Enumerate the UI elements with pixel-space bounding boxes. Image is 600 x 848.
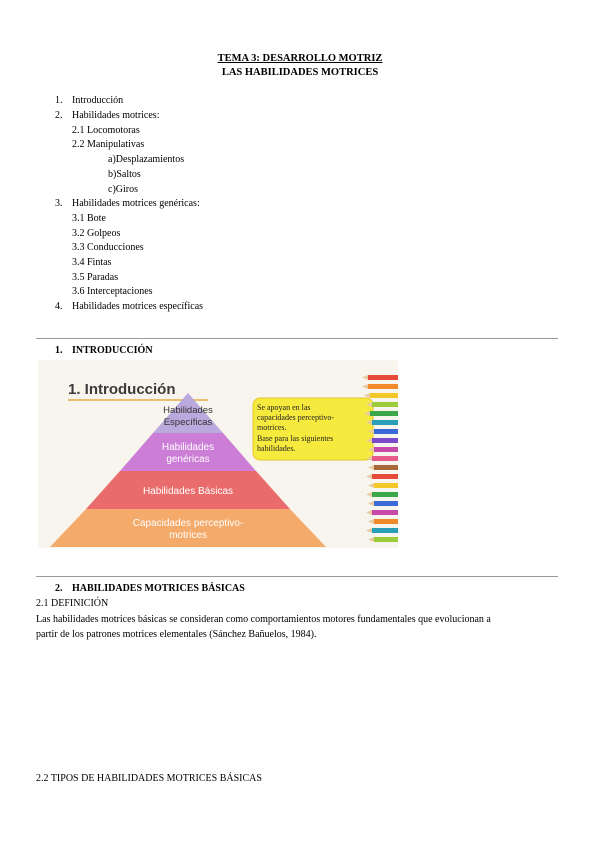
definition-paragraph-line: partir de los patrones motrices elementales (Sánchez Bañuelos, 1984). xyxy=(36,629,317,640)
toc-item-paradas: 3.5 Paradas xyxy=(72,272,119,283)
section-divider xyxy=(36,338,558,339)
figure-title: 1. Introducción xyxy=(68,381,176,398)
subsection-definicion: 2.1 DEFINICIÓN xyxy=(36,598,109,609)
note-line: habilidades. xyxy=(257,444,296,453)
toc-item-interceptaciones: 3.6 Interceptaciones xyxy=(72,286,153,297)
note-line: Se apoyan en las xyxy=(257,403,311,412)
pyramid-graphic xyxy=(38,360,398,548)
note-line: Base para las siguientes xyxy=(257,434,334,443)
toc-item-locomotoras: 2.1 Locomotoras xyxy=(72,125,140,136)
section-1-number: 1. xyxy=(55,345,63,356)
toc-number: 1. xyxy=(55,95,63,106)
document-subtitle: LAS HABILIDADES MOTRICES xyxy=(221,67,379,78)
section-2-title: HABILIDADES MOTRICES BÁSICAS xyxy=(72,583,245,594)
section-1-title: INTRODUCCIÓN xyxy=(72,345,153,356)
section-2-number: 2. xyxy=(55,583,63,594)
toc-item-saltos: b)Saltos xyxy=(108,169,141,180)
toc-item-fintas: 3.4 Fintas xyxy=(72,257,112,268)
section-divider xyxy=(36,576,558,577)
toc-item-desplazamientos: a)Desplazamientos xyxy=(108,154,185,165)
tier-label: Específicas xyxy=(163,417,213,428)
document-title: TEMA 3: DESARROLLO MOTRIZ xyxy=(217,53,383,64)
definition-paragraph-line: Las habilidades motrices básicas se consideran como comportamientos motores fundamentales que evolucionan a xyxy=(36,614,491,625)
toc-number: 2. xyxy=(55,110,63,121)
toc-item-conducciones: 3.3 Conducciones xyxy=(72,242,144,253)
toc-item-giros: c)Giros xyxy=(108,184,138,195)
subsection-tipos: 2.2 TIPOS DE HABILIDADES MOTRICES BÁSICAS xyxy=(36,773,262,784)
toc-item-genericas: Habilidades motrices genéricas: xyxy=(72,198,200,209)
pyramid-figure xyxy=(38,360,398,548)
toc-item-golpeos: 3.2 Golpeos xyxy=(72,228,121,239)
tier-label: motrices xyxy=(169,530,207,541)
tier-label: Capacidades perceptivo- xyxy=(132,518,244,529)
note-line: capacidades perceptivo- xyxy=(257,413,335,422)
toc-number: 4. xyxy=(55,301,63,312)
tier-label: Habilidades Básicas xyxy=(142,486,234,497)
tier-label: Habilidades xyxy=(161,442,215,453)
note-line: motrices. xyxy=(257,423,287,432)
toc-item-habilidades-motrices: Habilidades motrices: xyxy=(72,110,160,121)
toc-item-especificas: Habilidades motrices específicas xyxy=(72,301,204,312)
toc-item-introduccion: Introducción xyxy=(72,95,124,106)
tier-label: Habilidades xyxy=(163,405,213,416)
toc-item-bote: 3.1 Bote xyxy=(72,213,106,224)
toc-item-manipulativas: 2.2 Manipulativas xyxy=(72,139,145,150)
tier-label: genéricas xyxy=(166,454,210,465)
toc-number: 3. xyxy=(55,198,63,209)
